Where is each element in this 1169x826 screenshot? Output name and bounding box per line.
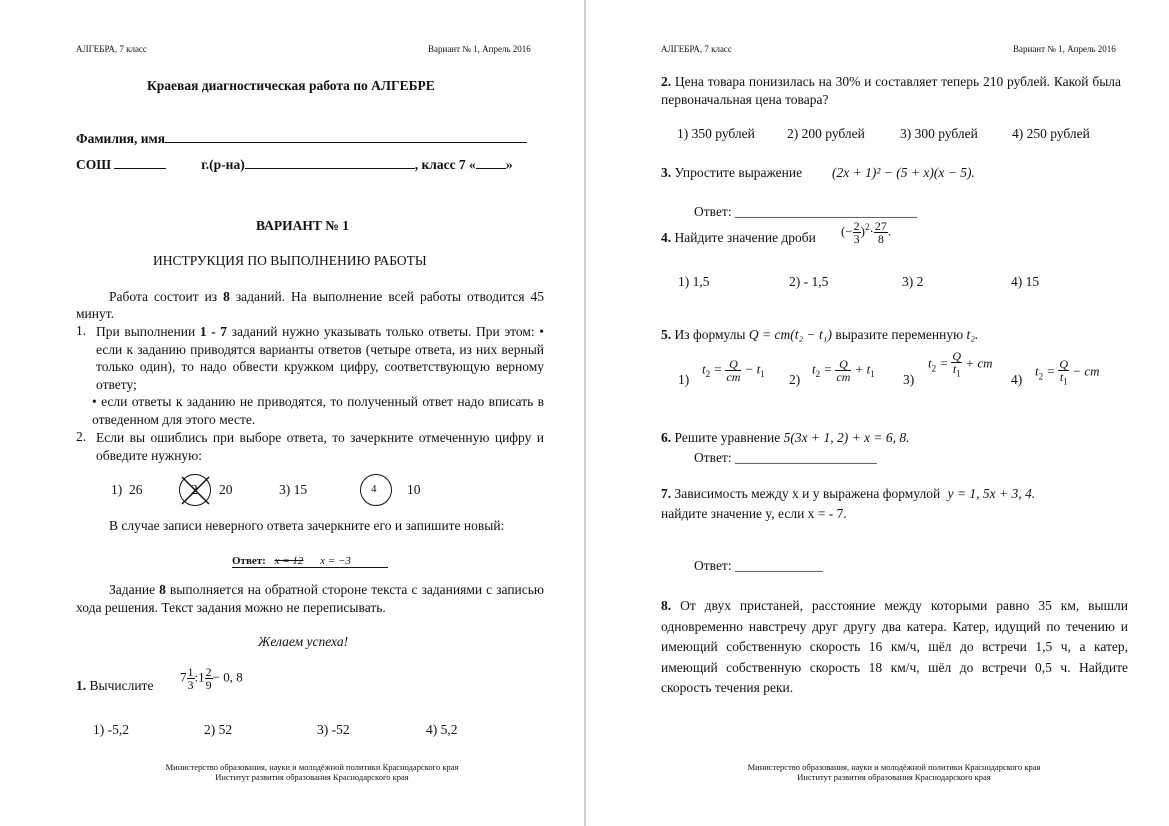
footer <box>674 762 1114 782</box>
footer-line1: Министерство образования, науки и молодёжной политики Краснодарского края <box>747 762 1041 772</box>
q5-option-3-formula: $t_2$ = $\frac{Q}{t_1}$ + cm <box>928 349 993 379</box>
footer <box>92 762 532 782</box>
example-option-1-label: 1) <box>111 482 123 497</box>
q3-number: 3. <box>661 165 672 180</box>
q4-text: Найдите значение дроби <box>674 230 816 245</box>
class-close: » <box>505 157 513 172</box>
q8-text <box>661 596 1128 699</box>
item2-text: Если вы ошиблись при выборе ответа, то зачеркните отмеченную цифру и обведите нужную: <box>96 430 544 463</box>
surname-line[interactable] <box>165 130 527 143</box>
intro-bold: 8 <box>223 289 230 304</box>
example-option-4-label: 4 <box>371 483 377 495</box>
q4-option-2[interactable]: 2) - 1,5 <box>789 274 829 289</box>
item1-number: 1. <box>76 323 87 338</box>
q2-option-1[interactable]: 1) 350 рублей <box>677 126 755 141</box>
q1-whole1: 7 <box>180 669 187 685</box>
header-left: АЛГЕБРА, 7 класс <box>76 44 147 54</box>
q1-option-1[interactable]: 1) -5,2 <box>93 722 129 737</box>
example-option-1-value: 26 <box>129 482 143 497</box>
instruction-title: ИНСТРУКЦИЯ ПО ВЫПОЛНЕНИЮ РАБОТЫ <box>153 253 427 268</box>
q7-prompt <box>661 486 1035 502</box>
item1-post: заданий нужно указывать только ответы. При этом: • если к заданию приводятся варианты ответов (четыре ответа, из них верный только один), то надо обвести кружком цифру, соответствующую верному ответу; <box>96 324 544 392</box>
example-option-2-value: 20 <box>219 482 233 497</box>
example-option-3 <box>279 482 307 498</box>
q5-formula: Q = cm(t₂ − t₁) <box>748 327 832 342</box>
example-option-2-label: 2 <box>191 482 198 497</box>
q3-answer[interactable]: Ответ: ___________________________ <box>694 204 918 219</box>
q7-answer[interactable]: Ответ: _____________ <box>694 558 823 573</box>
q1-text: Вычислите <box>89 678 154 693</box>
q5-number: 5. <box>661 327 672 342</box>
q6-answer[interactable]: Ответ: _____________________ <box>694 450 877 465</box>
q2-option-2[interactable]: 2) 200 рублей <box>787 126 865 141</box>
example-option-3-label: 3) <box>279 482 291 497</box>
answer-wrong: x = 12 <box>274 555 304 567</box>
surname-row <box>76 130 527 147</box>
q4-option-3[interactable]: 3) 2 <box>902 274 924 289</box>
q5-option-4-label[interactable]: 4) <box>1011 372 1023 387</box>
q1-num2: 2 <box>205 665 212 679</box>
q4-num1: 2 <box>853 219 860 233</box>
q5-option-3-label[interactable]: 3) <box>903 372 915 387</box>
q1-prompt <box>76 678 153 694</box>
q7-text: Зависимость между x и y выражена формулой <box>671 486 941 501</box>
q1-den1: 3 <box>187 678 194 692</box>
q2-option-3[interactable]: 3) 300 рублей <box>900 126 978 141</box>
city-line[interactable] <box>245 156 415 169</box>
intro-post: заданий. На выполнение всей работы отводится 45 минут. <box>76 289 544 321</box>
q6-number: 6. <box>661 430 672 445</box>
school-label: СОШ <box>76 157 112 172</box>
variant-title: ВАРИАНТ № 1 <box>256 218 349 233</box>
q5-option-1-formula: $t_2$ = $\frac{Q}{cm}$ − $t_1$ <box>702 357 765 384</box>
q3-expression: (2x + 1)² − (5 + x)(x − 5). <box>832 165 975 180</box>
task8-pre: Задание <box>109 582 160 597</box>
item1-pre: При выполнении <box>96 324 200 339</box>
q1-option-4[interactable]: 4) 5,2 <box>426 722 458 737</box>
q5-var: t₂. <box>966 327 979 342</box>
item1-bullet2: • если ответы к заданию не приводятся, то полученный ответ надо вписать в отведенном для этого месте. <box>92 394 544 427</box>
q5-option-2-label[interactable]: 2) <box>789 372 801 387</box>
answer-example-label: Ответ: <box>232 555 266 567</box>
q4-prompt <box>661 230 816 246</box>
q1-option-2[interactable]: 2) 52 <box>204 722 233 737</box>
q8-body: От двух пристаней, расстояние между которыми равно 35 км, вышли одновременно навстречу друг другу два катера. Катер, идущий по течению и имеющий собственную скорость 16 км/ч, шёл до встречи 1,5 ч, а катер, имеющий собственную скорость 18 км/ч, шёл до встречи 0,5 ч. Найдите скорость течения реки. <box>661 598 1128 695</box>
task8-post: выполняется на обратной стороне текста с заданиями с записью хода решения. Текст задания можно не переписывать. <box>76 582 545 615</box>
school-row <box>76 156 513 173</box>
header-right: Вариант № 1, Апрель 2016 <box>428 44 531 54</box>
task8-bold: 8 <box>159 582 166 597</box>
q8-number: 8. <box>661 598 672 613</box>
q2-text <box>661 73 1121 109</box>
q1-num1: 1 <box>187 665 194 679</box>
footer-line2: Институт развития образования Краснодарского края <box>215 772 409 782</box>
class-label: , класс 7 « <box>414 157 476 172</box>
item1-text <box>96 323 544 393</box>
right-page <box>585 0 1169 826</box>
q5-option-2-formula: $t_2$ = $\frac{Q}{cm}$ + $t_1$ <box>812 357 875 384</box>
answer-new: x = −3 <box>320 555 351 567</box>
example-option-3-value: 15 <box>293 482 308 497</box>
q1-expression <box>180 666 243 691</box>
q4-option-1[interactable]: 1) 1,5 <box>678 274 710 289</box>
q4-den1: 3 <box>853 232 860 246</box>
q2-body: Цена товара понизилась на 30% и составляет теперь 210 рублей. Какой была первоначальная цена товара? <box>661 74 1121 107</box>
q5-text-pre: Из формулы <box>674 327 746 342</box>
page-title: Краевая диагностическая работа по АЛГЕБРЕ <box>147 78 435 93</box>
city-label: г.(р-на) <box>201 157 245 172</box>
intro-paragraph <box>76 288 544 322</box>
q3-prompt <box>661 165 802 181</box>
q1-number: 1. <box>76 678 87 693</box>
q1-den2: 9 <box>205 678 212 692</box>
q5-text-post: выразите переменную <box>835 327 964 342</box>
q7-number: 7. <box>661 486 672 501</box>
q2-number: 2. <box>661 74 672 89</box>
surname-label: Фамилия, имя <box>76 131 166 146</box>
q6-prompt <box>661 430 910 446</box>
q6-text: Решите уравнение <box>674 430 781 445</box>
q1-option-3[interactable]: 3) -52 <box>317 722 350 737</box>
example-option-1 <box>111 482 143 498</box>
q1-mid: :1 <box>194 669 205 685</box>
q6-expression: 5(3x + 1, 2) + x = 6, 8. <box>783 430 910 445</box>
item1-bold: 1 - 7 <box>199 324 228 339</box>
q5-prompt <box>661 327 978 343</box>
q4-option-4[interactable]: 4) 15 <box>1011 274 1040 289</box>
header-right: Вариант № 1, Апрель 2016 <box>1013 44 1116 54</box>
class-line[interactable] <box>476 156 506 169</box>
school-line[interactable] <box>114 156 166 169</box>
wish-text: Желаем успеха! <box>258 634 349 649</box>
example-option-4-value: 10 <box>407 482 421 497</box>
q4-expression: (− $\frac{2}{3}$ )$^2$· $\frac{27}{8}$ . <box>841 219 892 246</box>
q5-option-4-formula: $t_2$ = $\frac{Q}{t_1}$ − cm <box>1035 357 1100 387</box>
wrong-answer-paragraph: В случае записи неверного ответа зачеркните его и запишите новый: <box>109 518 505 533</box>
q1-tail: − 0, 8 <box>212 669 243 685</box>
q7-expression: y = 1, 5x + 3, 4. <box>947 486 1036 501</box>
answer-example <box>232 555 388 568</box>
footer-line1: Министерство образования, науки и молодёжной политики Краснодарского края <box>165 762 459 772</box>
header-left: АЛГЕБРА, 7 класс <box>661 44 732 54</box>
q4-den2: 8 <box>877 232 884 246</box>
task8-paragraph <box>76 581 544 617</box>
intro-pre: Работа состоит из <box>109 289 224 304</box>
footer-line2: Институт развития образования Краснодарского края <box>797 772 991 782</box>
item2-number: 2. <box>76 429 87 444</box>
q7-text2: найдите значение y, если x = - 7. <box>661 506 847 521</box>
q4-num2: 27 <box>874 219 887 233</box>
q2-option-4[interactable]: 4) 250 рублей <box>1012 126 1090 141</box>
q5-option-1-label[interactable]: 1) <box>678 372 690 387</box>
q3-text: Упростите выражение <box>674 165 803 180</box>
q4-number: 4. <box>661 230 672 245</box>
